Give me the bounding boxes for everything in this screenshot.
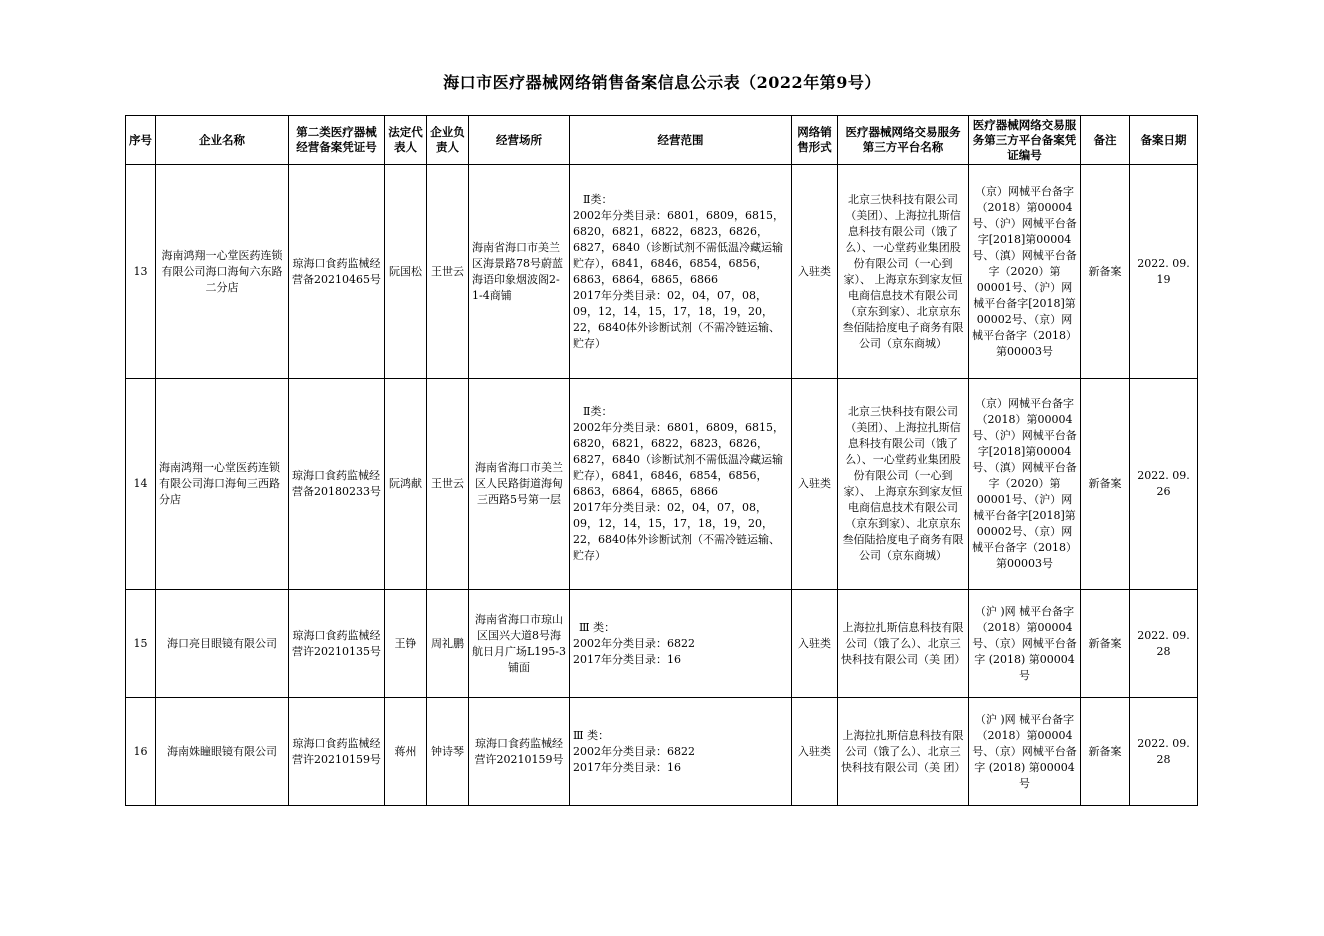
header-date: 备案日期 [1130, 116, 1198, 165]
scope-tail: 2017年分类目录：16 [573, 760, 681, 774]
header-license: 第二类医疗器械经营备案凭证号 [289, 116, 385, 165]
cell-legal: 王铮 [385, 590, 427, 698]
scope-tail: 2017年分类目录：02，04，07，08，09，12，14，15，17，18，19，20，22，6840体外诊断试剂（不需冷链运输、贮存） [573, 288, 780, 350]
cell-platform-no: （沪 )网 械平台备字（2018）第00004号、（京）网械平台备字 (2018) 第00004号 [969, 698, 1081, 806]
cell-address: 海南省海口市美兰区海景路78号蔚蓝海语印象烟波阁2-1-4商铺 [469, 165, 570, 379]
cell-legal: 阮国松 [385, 165, 427, 379]
header-legal: 法定代表人 [385, 116, 427, 165]
cell-address: 海南省海口市美兰区人民路街道海甸三西路5号第一层 [469, 379, 570, 590]
cell-date: 2022. 09. 19 [1130, 165, 1198, 379]
scope-tail: 2017年分类目录：02，04，07，08，09，12，14，15，17，18，19，20，22，6840体外诊断试剂（不需冷链运输、贮存） [573, 501, 780, 562]
cell-mode: 入驻类 [792, 165, 838, 379]
cell-note: 新备案 [1081, 379, 1130, 590]
cell-scope [570, 165, 792, 379]
cell-platform: 上海拉扎斯信息科技有限公司（饿了么）、北京三快科技有限公司（美 团） [838, 590, 969, 698]
scope-head: Ⅱ类： [583, 405, 613, 418]
cell-date: 2022. 09. 26 [1130, 379, 1198, 590]
cell-seq: 16 [126, 698, 156, 806]
header-platform-no: 医疗器械网络交易服务第三方平台备案凭证编号 [969, 116, 1081, 165]
cell-name: 海南姝瞳眼镜有限公司 [156, 698, 289, 806]
cell-legal: 阮鸿献 [385, 379, 427, 590]
cell-scope [570, 590, 792, 698]
cell-manager: 王世云 [427, 379, 469, 590]
scope-body: 2002年分类目录：6801，6809，6815，6820，6821，6822，6823，6826，6827，6840（诊断试剂不需低温冷藏运输贮存），6841，6846，6854，6856，6863，6864，6865，6866 [573, 208, 784, 286]
header-name: 企业名称 [156, 116, 289, 165]
header-seq: 序号 [126, 116, 156, 165]
scope-body: 2002年分类目录：6822 [573, 636, 695, 650]
cell-mode: 入驻类 [792, 590, 838, 698]
cell-note: 新备案 [1081, 698, 1130, 806]
cell-platform: 北京三快科技有限公司（美团）、上海拉扎斯信息科技有限公司（饿了么）、一心堂药业集团股份有限公司（一心到家）、 上海京东到家友恒电商信息技术有限公司（京东到家）、北京京东叁佰陆拾度电子商务有限公司（京东商城） [838, 165, 969, 379]
cell-name: 海口亮目眼镜有限公司 [156, 590, 289, 698]
cell-address: 海南省海口市琼山区国兴大道8号海航日月广场L195-3铺面 [469, 590, 570, 698]
page-title: 海口市医疗器械网络销售备案信息公示表（2022年第9号） [443, 73, 881, 92]
cell-platform-no: （沪 )网 械平台备字（2018）第00004号、（京）网械平台备字 (2018) 第00004号 [969, 590, 1081, 698]
cell-scope [570, 698, 792, 806]
header-manager: 企业负责人 [427, 116, 469, 165]
cell-manager: 钟诗琴 [427, 698, 469, 806]
cell-seq: 15 [126, 590, 156, 698]
cell-name: 海南鸿翔一心堂医药连锁有限公司海口海甸六东路二分店 [156, 165, 289, 379]
cell-mode: 入驻类 [792, 379, 838, 590]
table-row [126, 165, 1198, 379]
cell-note: 新备案 [1081, 165, 1130, 379]
header-address: 经营场所 [469, 116, 570, 165]
table-row [126, 590, 1198, 698]
cell-license: 琼海口食药监械经营备20180233号 [289, 379, 385, 590]
scope-body: 2002年分类目录：6801，6809，6815，6820，6821，6822，6823，6826，6827，6840（诊断试剂不需低温冷藏运输贮存），6841，6846，6854，6856，6863，6864，6865，6866 [573, 421, 784, 498]
cell-mode: 入驻类 [792, 698, 838, 806]
cell-platform: 上海拉扎斯信息科技有限公司（饿了么）、北京三快科技有限公司（美 团） [838, 698, 969, 806]
scope-head: Ⅲ 类： [573, 728, 610, 742]
header-scope: 经营范围 [570, 116, 792, 165]
registration-table [125, 115, 1198, 806]
cell-note: 新备案 [1081, 590, 1130, 698]
cell-platform: 北京三快科技有限公司（美团）、上海拉扎斯信息科技有限公司（饿了么）、一心堂药业集团股份有限公司（一心到家）、 上海京东到家友恒电商信息技术有限公司（京东到家）、北京京东叁佰陆拾度电子商务有限公司（京东商城） [838, 379, 969, 590]
table-row [126, 379, 1198, 590]
scope-head: Ⅲ 类： [579, 620, 616, 634]
scope-tail: 2017年分类目录：16 [573, 652, 681, 666]
table-row [126, 698, 1198, 806]
header-platform: 医疗器械网络交易服务第三方平台名称 [838, 116, 969, 165]
cell-date: 2022. 09. 28 [1130, 698, 1198, 806]
cell-seq: 14 [126, 379, 156, 590]
cell-address: 琼海口食药监械经营许20210159号 [469, 698, 570, 806]
cell-date: 2022. 09. 28 [1130, 590, 1198, 698]
cell-scope [570, 379, 792, 590]
cell-name: 海南鸿翔一心堂医药连锁有限公司海口海甸三西路分店 [156, 379, 289, 590]
cell-manager: 王世云 [427, 165, 469, 379]
cell-license: 琼海口食药监械经营许20210135号 [289, 590, 385, 698]
scope-body: 2002年分类目录：6822 [573, 744, 695, 758]
cell-license: 琼海口食药监械经营备20210465号 [289, 165, 385, 379]
cell-platform-no: （京）网械平台备字（2018）第00004号、（沪）网械平台备字[2018]第00004号、（滇）网械平台备字（2020）第00001号、（沪）网械平台备字[2018]第00002号、（京）网械平台备字（2018）第00003号 [969, 165, 1081, 379]
cell-platform-no: （京）网械平台备字（2018）第00004号、（沪）网械平台备字[2018]第00004号、（滇）网械平台备字（2020）第00001号、（沪）网械平台备字[2018]第00002号、（京）网械平台备字（2018）第00003号 [969, 379, 1081, 590]
header-mode: 网络销售形式 [792, 116, 838, 165]
cell-legal: 蒋州 [385, 698, 427, 806]
header-note: 备注 [1081, 116, 1130, 165]
cell-license: 琼海口食药监械经营许20210159号 [289, 698, 385, 806]
header-row [126, 116, 1198, 165]
scope-head: Ⅱ类： [583, 192, 613, 206]
cell-manager: 周礼鹏 [427, 590, 469, 698]
cell-seq: 13 [126, 165, 156, 379]
